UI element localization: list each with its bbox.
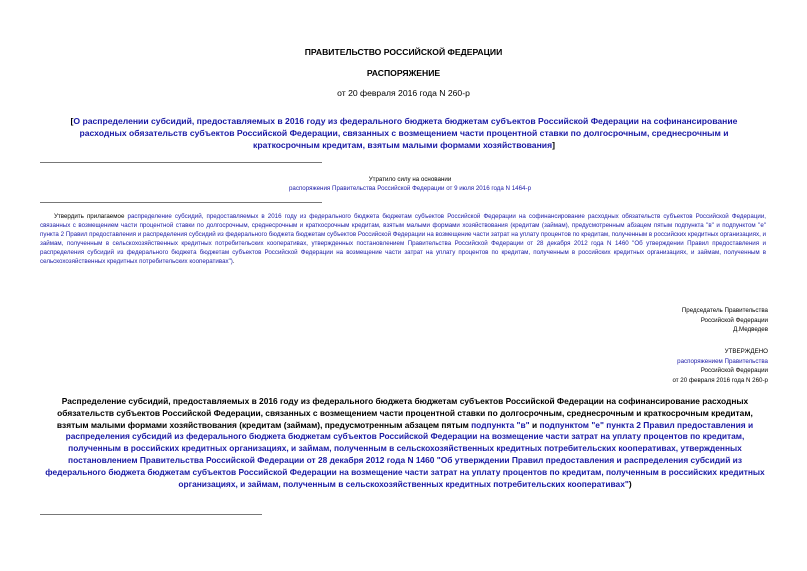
document-type-heading: РАСПОРЯЖЕНИЕ [366, 68, 441, 78]
heading-link-subpoint-e[interactable]: подпунктом "е" пункта 2 [539, 419, 641, 430]
signature-name: Д.Медведев [733, 326, 768, 334]
signature-position: Председатель Правительства [681, 307, 768, 314]
separator-rule [40, 202, 322, 203]
heading-part1: Распределение субсидий, предоставляемых в 2016 году из федерального бюджета бюджетам субъектов Российской Федерации на софинансирование расходных обязательств субъектов Российской Федерации, связанных с возмещением части процентной ставки по долгосрочным, среднесрочным и краткосрочным кредитам, взятым малыми формами хозяйствования (кредитам (займам), предусмотренным абзацем пятым [56, 396, 753, 430]
heading-part3: ) [628, 478, 632, 489]
order-paragraph [40, 212, 766, 266]
approval-link[interactable]: распоряжением Правительства [677, 357, 768, 365]
heading-link-rules[interactable]: Правил предоставления и распределения субсидий из федерального бюджета бюджетам субъектов Российской Федерации на возмещение части затрат на уплату процентов по кредитам, полученным в российских кредитных организациях, и займам, полученным в сельскохозяйственных кредитных потребительских кооперативах, утвержденных постановлением Правительства Российской Федерации от 28 декабря 2012 года N 1460 "Об утверждении Правил предоставления и распределения субсидий из федерального бюджета бюджетам субъектов Российской Федерации на возмещение части затрат на уплату процентов по кредитам, полученным в российских кредитных организациях, и займам, полученным в сельскохозяйственных кредитных потребительских кооперативах" [45, 419, 765, 489]
distribution-heading [44, 396, 766, 490]
signature-block [548, 306, 768, 335]
heading-part2: и [529, 419, 540, 430]
order-suffix: . [232, 258, 235, 265]
signature-body: Российской Федерации [700, 316, 768, 324]
title-open-bracket: [ [70, 116, 74, 126]
approval-label: УТВЕРЖДЕНО [724, 348, 768, 355]
title-close-bracket: ] [552, 140, 555, 150]
order-link[interactable]: распределение субсидий, предоставляемых в 2016 году из федерального бюджета бюджетам субъектов Российской Федерации на софинансирование расходных обязательств субъектов Российской Федерации, связанных с возмещением части процентной ставки по долгосрочным, среднесрочным и краткосрочным кредитам, взятым малыми формами хозяйствования (кредитам (займам), предусмотренным абзацем пятым подпункта "в" и подпунктом "е" пункта 2 Правил предоставления и распределения субсидий из федерального бюджета бюджетам субъектов Российской Федерации на возмещение части затрат на уплату процентов по кредитам, полученным в российских кредитных организациях, и займам, полученным в сельскохозяйственных кредитных потребительских кооперативах, утвержденных постановлением Правительства Российской Федерации от 28 декабря 2012 года N 1460 "Об утверждении Правил предоставления и распределения субсидий из федерального бюджета бюджетам субъектов Российской Федерации на возмещение части затрат на уплату процентов по кредитам, полученным в российских кредитных организациях, и займам, полученным в сельскохозяйственных кредитных потребительских кооперативах") [40, 213, 766, 265]
approval-block [548, 347, 768, 385]
approval-date: от 20 февраля 2016 года N 260-р [672, 376, 768, 384]
separator-rule [40, 162, 322, 163]
separator-rule [40, 514, 262, 515]
repeal-note: Утратило силу на основании [368, 176, 452, 183]
document-date-number: от 20 февраля 2016 года N 260-р [337, 88, 470, 98]
order-prefix: Утвердить прилагаемое [54, 213, 128, 220]
approval-body: Российской Федерации [700, 367, 768, 375]
document-title [48, 115, 760, 151]
government-heading: ПРАВИТЕЛЬСТВО РОССИЙСКОЙ ФЕДЕРАЦИИ [304, 47, 503, 57]
heading-link-subpoint-v[interactable]: подпункта "в" [471, 419, 530, 430]
title-link[interactable]: О распределении субсидий, предоставляемых в 2016 году из федерального бюджета бюджетам субъектов Российской Федерации на софинансирование расходных обязательств субъектов Российской Федерации, связанных с возмещением части процентной ставки по долгосрочным, среднесрочным и краткосрочным кредитам, взятым малыми формами хозяйствования [73, 116, 738, 150]
repeal-note-link[interactable]: распоряжения Правительства Российской Федерации от 9 июля 2016 года N 1464-р [288, 185, 532, 192]
